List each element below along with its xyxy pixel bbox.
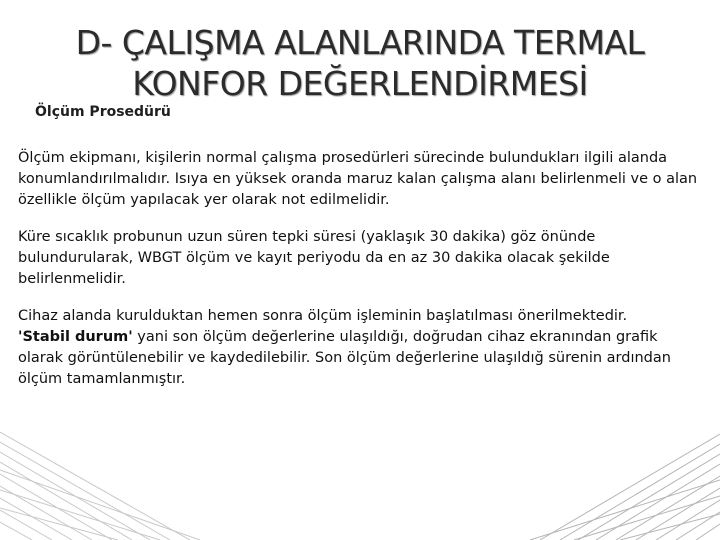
paragraph-3	[18, 306, 698, 390]
paragraph-3-rest: yani son ölçüm değerlerine ulaşıldığı, doğrudan cihaz ekranından grafik olarak görüntülenebilir ve kaydedilebilir. Son ölçüm değerlerine ulaşıldığ sürenin ardından ölçüm tamamlanmıştır.	[18, 329, 671, 387]
body-text	[18, 148, 698, 406]
stable-state-term: 'Stabil durum'	[18, 329, 133, 345]
title-line-1: D- ÇALIŞMA ALANLARINDA TERMAL	[75, 23, 645, 62]
slide-title	[20, 22, 700, 104]
paragraph-2: Küre sıcaklık probunun uzun süren tepki süresi (yaklaşık 30 dakika) göz önünde bulundurularak, WBGT ölçüm ve kayıt periyodu da en az 30 dakika olacak şekilde belirlenmelidir.	[18, 229, 610, 287]
decorative-corner-lines	[0, 430, 720, 540]
paragraph-3-line-1: Cihaz alanda kurulduktan hemen sonra ölçüm işleminin başlatılması önerilmektedir.	[18, 308, 628, 324]
paragraph-1: Ölçüm ekipmanı, kişilerin normal çalışma prosedürleri sürecinde bulundukları ilgili alanda konumlandırılmalıdır. Isıya en yüksek oranda maruz kalan çalışma alanı belirlenmeli ve o alan özellikle ölçüm yapılacak yer olarak not edilmelidir.	[18, 150, 698, 208]
title-line-2: KONFOR DEĞERLENDİRMESİ	[132, 64, 588, 103]
section-subtitle: Ölçüm Prosedürü	[35, 104, 171, 120]
